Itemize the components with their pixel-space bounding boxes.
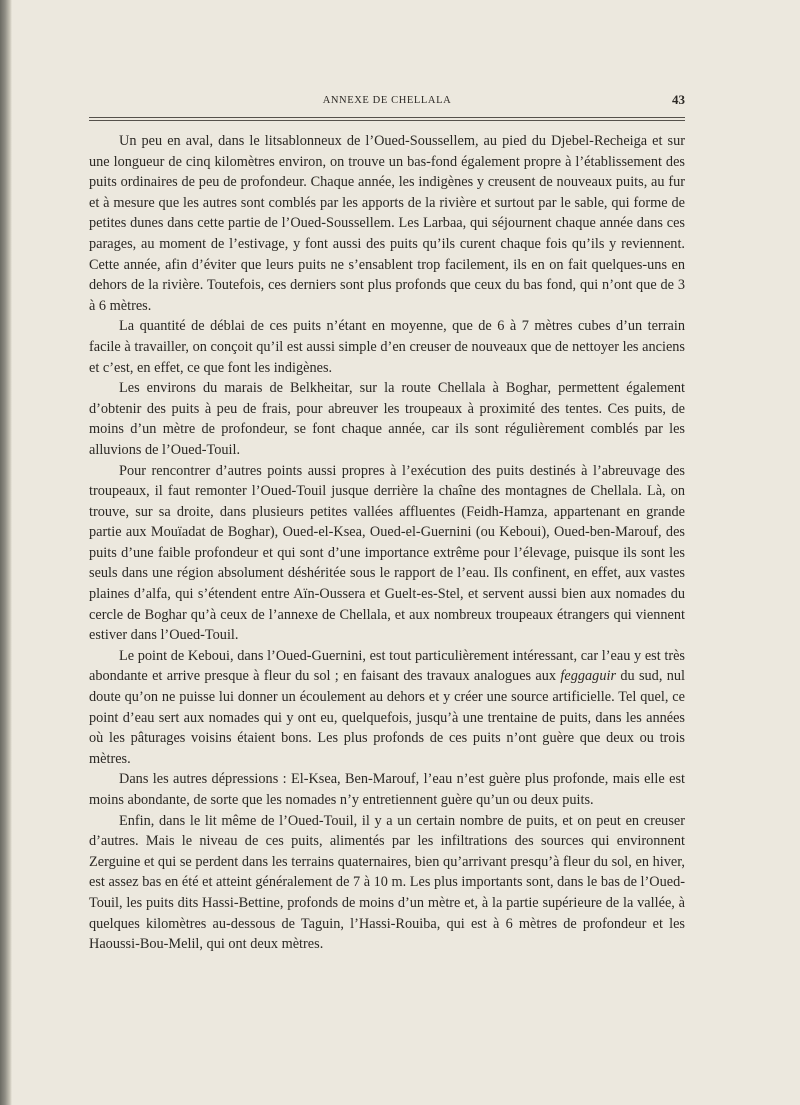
paragraph: Un peu en aval, dans le litsablonneux de l’Oued-Soussellem, au pied du Djebel-Recheiga et sur une longueur de cinq kilomètres environ, on trouve un bas-fond également propre à l’établissement des puits ordinaires de peu de profondeur. Chaque année, les indigènes y creusent de nouveaux puits, au fur et à mesure que les autres sont comblés par les apports de la rivière et surtout par le sable, qui forme de petites dunes dans cette partie de l’Oued-Soussellem. Les Larbaa, qui séjournent chaque année dans ces parages, au moment de l’estivage, y font aussi des puits qu’ils curent chaque fois qu’ils y reviennent. Cette année, afin d’éviter que leurs puits ne s’ensablent trop facilement, ils en on fait quelques-uns en dehors de la rivière. Toutefois, ces derniers sont plus profonds que ceux du bas fond, qui n’ont que de 3 à 6 mètres. (89, 133, 685, 314)
page-number: 43 (672, 92, 685, 107)
body-text (89, 131, 685, 955)
paragraph: Les environs du marais de Belkheitar, sur la route Chellala à Boghar, permettent également d’obtenir des puits à peu de frais, pour abreuver les troupeaux à proximité des tentes. Ces puits, de moins d’un mètre de profondeur, se font chaque année, car ils sont régulièrement comblés par les alluvions de l’Oued-Touil. (89, 380, 685, 458)
header-rule-top (89, 117, 685, 118)
paragraph: Dans les autres dépressions : El-Ksea, Ben-Marouf, l’eau n’est guère plus profonde, mais elle est moins abondante, de sorte que les nomades n’y entretiennent guère qu’un ou deux puits. (89, 771, 685, 808)
header-rule-bottom (89, 120, 685, 121)
running-header (89, 92, 685, 112)
book-spine-shadow (0, 0, 12, 1105)
paragraph: Le point de Keboui, dans l’Oued-Guernini, est tout particulièrement intéressant, car l’eau y est très abondante et arrive presque à fleur du sol ; en faisant des travaux analogues aux feggaguir du sud, nul doute qu’on ne puisse lui donner un écoulement au dehors et y créer une source artificielle. Tel quel, ce point d’eau sert aux nomades qui y ont eu, quelquefois, jusqu’à une trentaine de puits, dans les années où les pâturages voisins étaient bons. Les plus profonds de ces puits n’ont guère que deux ou trois mètres. (89, 647, 685, 767)
paragraph: Pour rencontrer d’autres points aussi propres à l’exécution des puits destinés à l’abreuvage des troupeaux, il faut remonter l’Oued-Touil jusque derrière la chaîne des montagnes de Chellala. Là, on trouve, sur sa droite, dans plusieurs petites vallées affluentes (Feidh-Hamza, appartenant en grande partie aux Mouïadat de Boghar), Oued-el-Ksea, Oued-el-Guernini (ou Keboui), Oued-ben-Marouf, des puits d’une faible profondeur et qui sont d’une importance extrême pour l’élevage, puisque ils sont les seuls dans une région absolument déshéritée sous le rapport de l’eau. Ils confinent, en effet, aux vastes plaines d’alfa, qui s’étendent entre Aïn-Oussera et Guelt-es-Stel, et servent aussi bien aux nomades du cercle de Boghar qu’à ceux de l’annexe de Chellala, et aux nombreux troupeaux étrangers qui viennent estiver dans l’Oued-Touil. (89, 462, 685, 644)
paragraph: La quantité de déblai de ces puits n’étant en moyenne, que de 6 à 7 mètres cubes d’un terrain facile à travailler, on conçoit qu’il est aussi simple d’en creuser de nouveaux que de nettoyer les anciens et c’est, en effet, ce que font les indigènes. (89, 318, 685, 376)
header-title: ANNEXE DE CHELLALA (322, 95, 452, 106)
paragraph: Enfin, dans le lit même de l’Oued-Touil, il y a un certain nombre de puits, et on peut en creuser d’autres. Mais le niveau de ces puits, alimentés par les infiltrations des sources qui environnent Zerguine et qui se perdent dans les terrains quaternaires, bien qu’arrivant presqu’à fleur du sol, en hiver, est assez bas en été et atteint généralement de 7 à 10 m. Les plus importants sont, dans le bas de l’Oued-Touil, les puits dits Hassi-Bettine, profonds de moins d’un mètre et, à la partie supérieure de la vallée, à quelques kilomètres au-dessous de Taguin, l’Hassi-Rouiba, qui est à 6 mètres de profondeur et les Haoussi-Bou-Melil, qui ont deux mètres. (89, 812, 685, 953)
